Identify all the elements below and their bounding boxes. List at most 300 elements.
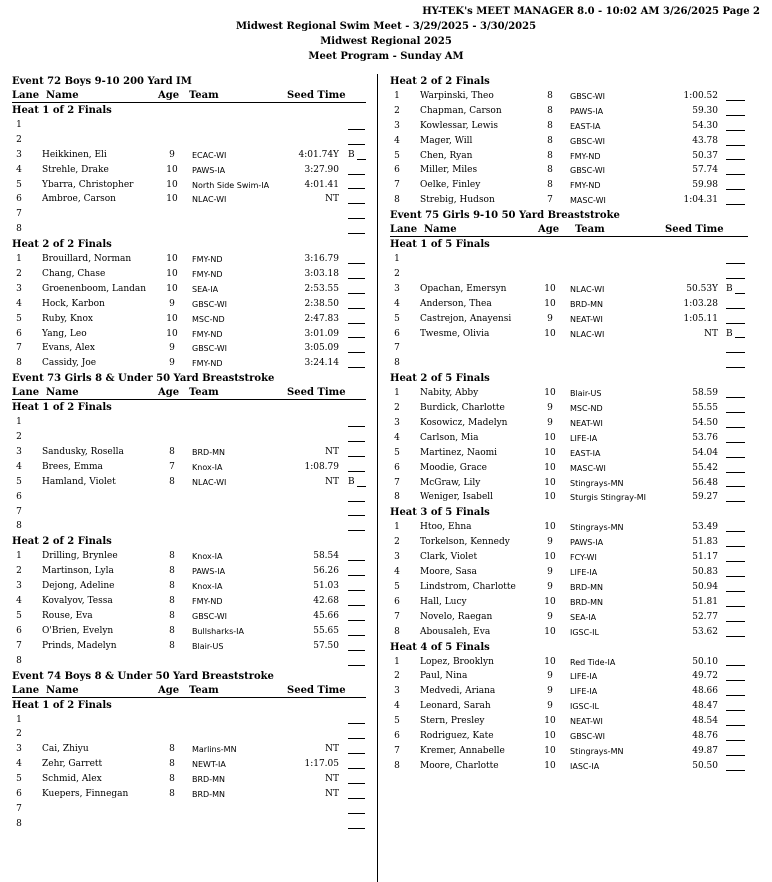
result-blank[interactable] [357,159,366,160]
team-code: MASC-WI [570,196,606,206]
lane-number: 5 [394,581,400,592]
result-blank[interactable] [348,515,365,516]
col-seed-label: Seed Time [287,387,346,399]
swimmer-name: Abousaleh, Eva [420,626,491,637]
result-blank[interactable] [348,813,365,814]
swimmer-name: Cassidy, Joe [42,358,97,369]
lane-number: 6 [394,596,400,607]
entry-row [12,609,366,624]
result-blank[interactable] [348,188,365,189]
swimmer-age: 8 [169,447,175,458]
result-blank[interactable] [726,189,745,190]
lane-number: 8 [16,358,22,369]
lane-number: 4 [16,164,22,175]
seed-time: 49.72 [692,671,718,682]
heat-title: Heat 1 of 2 Finals [12,105,112,116]
result-blank[interactable] [348,456,365,457]
swimmer-name: Strebig, Hudson [420,195,495,206]
entry-row [390,759,748,774]
team-code: LIFE-IA [570,672,598,682]
team-code: MASC-WI [570,463,606,473]
swimmer-age: 10 [166,254,178,265]
result-blank[interactable] [726,442,745,443]
seed-time: 51.03 [313,581,339,592]
swimmer-name: O'Brien, Evelyn [42,625,114,636]
result-blank[interactable] [735,337,745,338]
result-blank[interactable] [726,740,745,741]
result-blank[interactable] [348,635,365,636]
col-team-label: Team [189,684,219,696]
entry-row [390,312,748,327]
meet-title: Midwest Regional Swim Meet - 3/29/2025 - 3/30/2025 [235,21,537,32]
seed-time: 50.37 [692,150,718,161]
entry-row [12,163,366,178]
result-blank[interactable] [348,665,365,666]
swimmer-name: Kosowicz, Madelyn [420,418,508,429]
team-code: Bullsharks-IA [192,626,244,636]
seed-time: 4:01.41 [304,179,339,190]
team-code: LIFE-IA [570,433,598,443]
result-blank[interactable] [726,486,745,487]
swimmer-age: 9 [547,686,553,697]
result-blank[interactable] [726,159,745,160]
entry-row [12,148,366,163]
lane-number: 4 [16,461,22,472]
team-code: Stingrays-MN [570,478,624,488]
result-blank[interactable] [726,531,745,532]
result-blank[interactable] [348,218,365,219]
seed-time: 3:16.79 [304,254,339,265]
seed-time: 53.62 [692,626,718,637]
seed-time: 2:38.50 [304,298,339,309]
team-code: EAST-IA [570,121,601,131]
result-blank[interactable] [726,367,745,368]
result-blank[interactable] [348,308,365,309]
team-code: FMY-ND [192,329,223,339]
seed-time: NT [704,328,718,339]
result-blank[interactable] [348,367,365,368]
result-blank[interactable] [348,278,365,279]
result-blank[interactable] [348,203,365,204]
entry-row [12,312,366,327]
entry-row [390,490,748,505]
lane-number: 2 [16,432,22,443]
result-blank[interactable] [726,665,745,666]
result-blank[interactable] [726,472,745,473]
result-blank[interactable] [726,130,745,131]
swimmer-name: McGraw, Lily [420,477,481,488]
result-blank[interactable] [348,530,365,531]
lane-number: 3 [16,149,22,160]
entry-row [12,356,366,371]
seed-time: 52.77 [692,611,718,622]
swimmer-age: 8 [169,610,175,621]
result-blank[interactable] [726,115,745,116]
team-code: SEA-IA [570,612,597,622]
entry-row [390,595,748,610]
result-blank[interactable] [348,828,365,829]
team-code: NLAC-WI [192,477,227,487]
result-blank[interactable] [348,650,365,651]
swimmer-age: 10 [166,283,178,294]
result-blank[interactable] [726,636,745,637]
seed-time: 3:05.09 [304,343,339,354]
swimmer-name: Martinez, Naomi [420,447,498,458]
seed-time: NT [325,744,339,755]
result-blank[interactable] [348,590,365,591]
lane-number: 5 [394,716,400,727]
entry-row [12,252,366,267]
lane-number: 4 [16,596,22,607]
seed-time: 57.50 [313,640,339,651]
result-blank[interactable] [348,441,365,442]
lane-number: 3 [16,744,22,755]
result-blank[interactable] [348,337,365,338]
swimmer-age: 10 [166,194,178,205]
swimmer-name: Brouillard, Norman [42,254,132,265]
lane-number: 5 [394,150,400,161]
result-blank[interactable] [726,725,745,726]
lane-number: 8 [16,521,22,532]
swimmer-name: Clark, Violet [420,552,478,563]
team-code: North Side Swim-IA [192,180,270,190]
swimmer-name: Moore, Charlotte [420,760,499,771]
result-blank[interactable] [726,278,745,279]
swimmer-name: Martinson, Lyla [42,566,114,577]
swimmer-name: Chang, Chase [42,269,106,280]
swimmer-age: 10 [544,462,556,473]
col-team-label: Team [189,387,219,399]
heat-title: Heat 2 of 2 Finals [12,239,112,251]
result-blank[interactable] [726,576,745,577]
lane-number: 1 [16,120,22,130]
seed-time: 1:04.31 [683,195,718,206]
result-blank[interactable] [348,323,365,324]
seed-time: 48.47 [692,701,718,712]
result-blank[interactable] [726,710,745,711]
seed-time: 56.48 [692,477,718,488]
lane-number: 2 [394,671,400,682]
result-blank[interactable] [726,412,745,413]
swimmer-name: Stern, Presley [420,716,485,727]
team-code: BRD-MN [570,597,603,607]
result-blank[interactable] [348,144,365,145]
lane-number: 7 [16,506,22,517]
lane-number: 2 [394,403,400,414]
entry-row [12,519,366,534]
swimmer-name: Sandusky, Rosella [42,447,124,458]
lane-number: 7 [394,343,400,354]
swimmer-age: 9 [169,149,175,160]
result-blank[interactable] [735,293,745,294]
result-blank[interactable] [348,560,365,561]
event-title: Event 74 Boys 8 & Under 50 Yard Breaststroke [12,670,274,682]
entry-row [390,431,748,446]
result-blank[interactable] [726,145,745,146]
result-blank[interactable] [726,501,745,502]
lane-number: 7 [16,343,22,354]
right-column [390,74,748,774]
swimmer-age: 10 [544,432,556,443]
entry-row [12,490,366,505]
lane-number: 4 [16,759,22,770]
swimmer-age: 8 [169,596,175,607]
result-blank[interactable] [348,263,365,264]
col-name-label: Name [46,90,79,101]
swimmer-age: 10 [544,492,556,503]
seed-time: 50.10 [692,656,718,667]
entry-row [390,401,748,416]
result-blank[interactable] [348,575,365,576]
swimmer-name: Dejong, Adeline [42,581,115,592]
team-code: PAWS-IA [570,538,604,548]
result-blank[interactable] [348,233,365,234]
result-blank[interactable] [726,204,745,205]
result-blank[interactable] [726,100,745,101]
result-blank[interactable] [348,352,365,353]
team-code: NEAT-WI [570,419,603,429]
team-code: GBSC-WI [570,166,606,176]
swimmer-age: 8 [169,476,175,487]
entry-row [390,104,748,119]
entry-row [390,341,748,356]
result-blank[interactable] [348,129,365,130]
lane-number: 1 [394,254,400,265]
col-age-label: Age [158,684,180,696]
entry-row [12,327,366,342]
swimmer-age: 8 [169,788,175,799]
result-blank[interactable] [726,457,745,458]
team-code: BRD-MN [192,775,225,785]
swimmer-age: 10 [544,552,556,563]
lane-number: 5 [16,179,22,190]
swimmer-age: 10 [166,269,178,280]
swimmer-age: 10 [166,179,178,190]
result-blank[interactable] [726,174,745,175]
entry-row [12,579,366,594]
lane-number: 7 [16,803,22,814]
result-blank[interactable] [726,755,745,756]
entry-row [12,505,366,520]
swimmer-name: Mager, Will [420,135,473,146]
column-header [12,89,366,103]
swimmer-age: 9 [169,298,175,309]
heat-title: Heat 4 of 5 Finals [390,641,490,653]
entry-row [390,193,748,208]
result-blank[interactable] [726,397,745,398]
seed-time: NT [325,774,339,785]
result-blank[interactable] [348,293,365,294]
result-blank[interactable] [726,561,745,562]
swimmer-age: 8 [169,625,175,636]
seed-time: NT [325,194,339,205]
swimmer-age: 9 [547,611,553,622]
entry-row [12,475,366,490]
entry-row [390,386,748,401]
swimmer-age: 8 [169,640,175,651]
entry-row [12,727,366,742]
team-code: MSC-ND [570,404,603,414]
team-code: Marlins-MN [192,745,237,755]
result-blank[interactable] [348,798,365,799]
lane-number: 8 [394,195,400,206]
seed-time: 50.83 [692,567,718,578]
seed-time: 3:27.90 [304,164,339,175]
lane-number: 7 [394,180,400,191]
lane-number: 2 [394,537,400,548]
entry-row [390,446,748,461]
result-blank[interactable] [348,426,365,427]
seed-time: 53.76 [692,432,718,443]
lane-number: 2 [16,729,22,740]
team-code: PAWS-IA [570,106,604,116]
result-blank[interactable] [348,620,365,621]
lane-number: 8 [394,492,400,503]
result-blank[interactable] [348,753,365,754]
result-blank[interactable] [348,174,365,175]
swimmer-age: 10 [544,716,556,727]
swimmer-name: Burdick, Charlotte [420,403,505,414]
team-code: Stingrays-MN [570,746,624,756]
seed-time: 54.50 [692,418,718,429]
team-code: BRD-MN [192,789,225,799]
entry-row [12,341,366,356]
entry-row [390,669,748,684]
entry-row [390,149,748,164]
lane-number: 2 [16,134,22,145]
swimmer-name: Warpinski, Theo [420,91,494,101]
result-blank[interactable] [726,770,745,771]
meet-subtitle: Midwest Regional 2025 [320,36,452,47]
swimmer-age: 8 [169,744,175,755]
team-code: Blair-US [570,389,602,399]
team-code: IGSC-IL [570,702,599,712]
heat-title: Heat 2 of 5 Finals [390,373,490,385]
seed-time: 54.04 [692,447,718,458]
result-blank[interactable] [348,738,365,739]
result-blank[interactable] [726,680,745,681]
result-blank[interactable] [357,486,366,487]
result-blank[interactable] [726,263,745,264]
bonus-flag: B [726,283,733,294]
result-blank[interactable] [348,501,365,502]
swimmer-age: 9 [547,581,553,592]
result-blank[interactable] [348,768,365,769]
entry-row [12,445,366,460]
lane-number: 3 [394,120,400,131]
team-code: FMY-ND [192,597,223,607]
entry-row [390,416,748,431]
entry-row [12,757,366,772]
entry-row [390,729,748,744]
result-blank[interactable] [348,723,365,724]
swimmer-name: Prinds, Madelyn [42,640,117,651]
seed-time: 48.76 [692,730,718,741]
bonus-flag: B [348,476,355,487]
swimmer-age: 8 [169,774,175,785]
team-code: GBSC-WI [192,299,228,309]
lane-number: 6 [394,730,400,741]
swimmer-name: Medvedi, Ariana [420,686,496,697]
column-header [390,223,748,237]
col-lane-label: Lane [390,224,418,236]
result-blank[interactable] [726,352,745,353]
result-blank[interactable] [726,606,745,607]
lane-number: 8 [394,626,400,637]
lane-number: 5 [394,447,400,458]
team-code: LIFE-IA [570,687,598,697]
entry-row [12,549,366,564]
swimmer-age: 10 [166,164,178,175]
swimmer-age: 9 [169,358,175,369]
entry-row [390,252,748,267]
seed-time: 51.17 [692,552,718,563]
entry-row [12,802,366,817]
seed-time: 49.87 [692,745,718,756]
seed-time: 48.54 [692,716,718,727]
lane-number: 7 [16,209,22,220]
seed-time: NT [325,788,339,799]
entry-row [390,119,748,134]
team-code: ECAC-WI [192,150,227,160]
lane-number: 4 [394,135,400,146]
seed-time: 1:03.28 [683,298,718,309]
swimmer-age: 9 [547,418,553,429]
result-blank[interactable] [348,605,365,606]
lane-number: 7 [394,745,400,756]
swimmer-age: 8 [547,120,553,131]
seed-time: 55.55 [692,403,718,414]
entry-row [12,118,366,133]
swimmer-name: Anderson, Thea [420,298,492,309]
result-blank[interactable] [726,323,745,324]
entry-row [12,460,366,475]
entry-row [12,639,366,654]
entry-row [390,267,748,282]
team-code: FMY-ND [192,359,223,369]
swimmer-name: Rodriguez, Kate [420,730,494,741]
col-seed-label: Seed Time [665,224,724,236]
result-blank[interactable] [726,546,745,547]
swimmer-name: Lindstrom, Charlotte [420,581,516,592]
swimmer-age: 8 [169,759,175,770]
seed-time: 51.81 [692,596,718,607]
result-blank[interactable] [726,427,745,428]
lane-number: 4 [394,567,400,578]
result-blank[interactable] [726,621,745,622]
swimmer-age: 9 [169,343,175,354]
seed-time: 2:47.83 [304,313,339,324]
lane-number: 2 [16,269,22,280]
result-blank[interactable] [726,591,745,592]
swimmer-age: 10 [544,477,556,488]
result-blank[interactable] [726,308,745,309]
result-blank[interactable] [348,471,365,472]
col-age-label: Age [158,387,180,399]
team-code: FMY-ND [570,151,601,161]
seed-time: 53.49 [692,522,718,533]
result-blank[interactable] [348,783,365,784]
swimmer-name: Kovalyov, Tessa [42,596,113,607]
lane-number: 8 [394,760,400,771]
lane-number: 1 [16,417,22,428]
lane-number: 5 [16,774,22,785]
swimmer-age: 8 [547,105,553,116]
result-blank[interactable] [726,695,745,696]
entry-row [390,356,748,371]
swimmer-name: Opachan, Emersyn [420,283,507,294]
swimmer-age: 9 [547,567,553,578]
